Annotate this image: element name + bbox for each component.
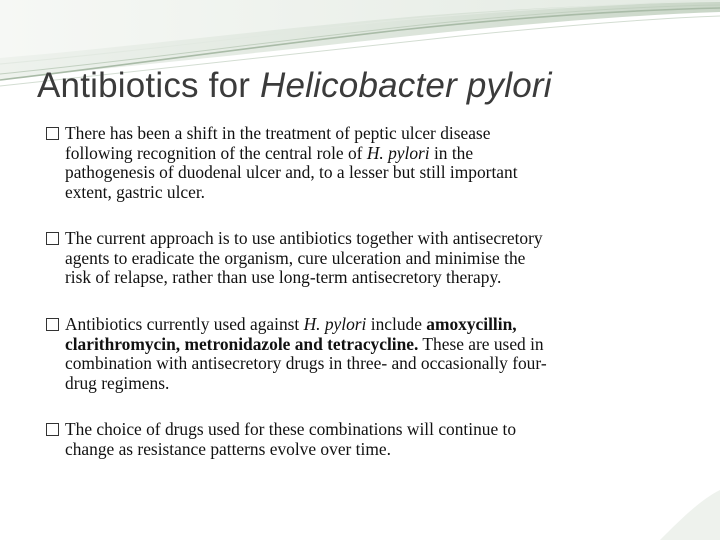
- title-italic: Helicobacter pylori: [260, 66, 552, 105]
- title-prefix: Antibiotics for: [37, 66, 261, 105]
- bullet-item: [46, 315, 686, 393]
- bullet-line: The choice of drugs used for these combinations will continue to: [65, 419, 517, 439]
- bullet-text: Antibiotics currently used against: [65, 314, 304, 334]
- slide-title: [37, 66, 552, 106]
- bullet-line: There has been a shift in the treatment of peptic ulcer disease: [65, 123, 491, 143]
- bullet-text: in the: [429, 142, 474, 163]
- hollow-square-bullet-icon: [46, 423, 59, 436]
- corner-accent: [660, 490, 720, 540]
- italic-term: H. pylori: [303, 314, 367, 334]
- bullet-line: combination with antisecretory drugs in three- and occasionally four-: [65, 353, 547, 373]
- bullet-text: include: [366, 314, 427, 334]
- bullet-text: These are used in: [418, 333, 544, 354]
- bullet-line: [46, 144, 686, 164]
- bullet-line: extent, gastric ulcer.: [65, 181, 206, 202]
- hollow-square-bullet-icon: [46, 318, 59, 331]
- bold-term: amoxycillin,: [426, 314, 517, 334]
- bullet-item: [46, 420, 686, 459]
- bullet-line: [46, 335, 686, 355]
- hollow-square-bullet-icon: [46, 232, 59, 245]
- bullet-line: drug regimens.: [65, 372, 170, 393]
- bullet-item: [46, 124, 686, 202]
- bullet-line: [46, 315, 686, 335]
- italic-term: H. pylori: [366, 142, 430, 163]
- bullet-line: agents to eradicate the organism, cure ulceration and minimise the: [65, 247, 526, 268]
- bullet-line: risk of relapse, rather than use long-term antisecretory therapy.: [65, 267, 502, 287]
- bold-term: clarithromycin, metronidazole and tetracycline.: [65, 333, 419, 354]
- bullet-line: pathogenesis of duodenal ulcer and, to a lesser but still important: [65, 162, 518, 182]
- bullet-line: change as resistance patterns evolve over time.: [65, 438, 391, 459]
- hollow-square-bullet-icon: [46, 127, 59, 140]
- bullet-item: [46, 229, 686, 288]
- bullet-line: The current approach is to use antibiotics together with antisecretory: [65, 228, 543, 248]
- bullet-text: following recognition of the central role of: [65, 142, 367, 163]
